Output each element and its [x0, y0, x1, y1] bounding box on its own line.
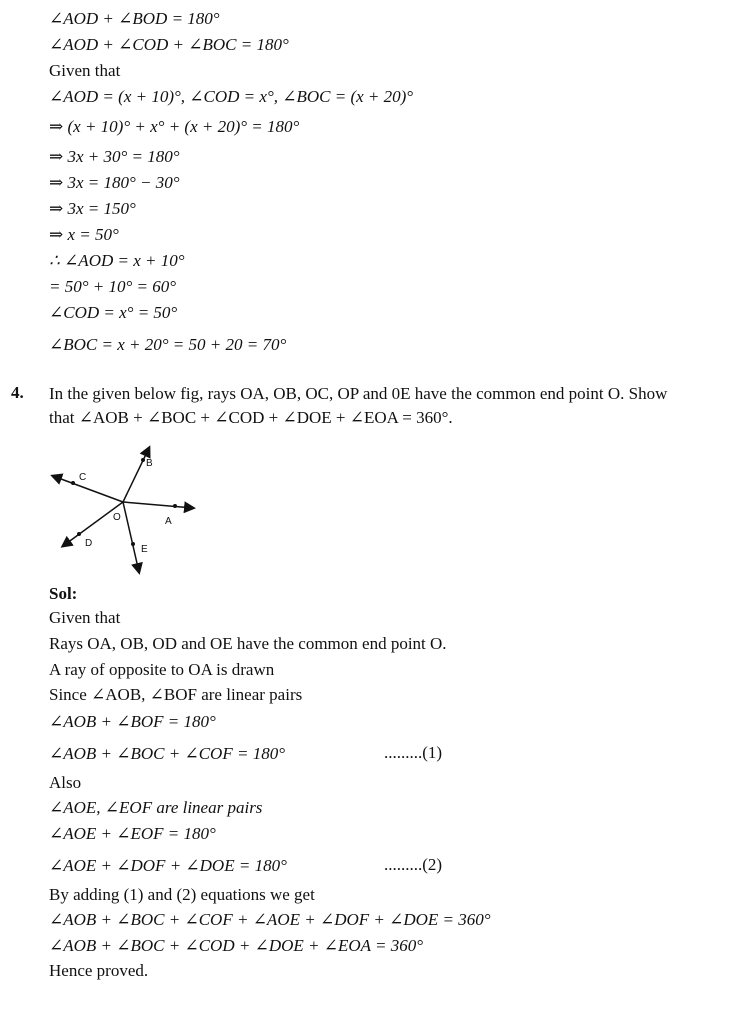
rays-figure [45, 440, 205, 580]
equation-line: ∠AOE, ∠EOF are linear pairs [49, 798, 263, 817]
point-D [77, 532, 81, 536]
equation-number: .........(1) [384, 743, 443, 762]
text-line: Given that [49, 608, 121, 627]
solution-heading: Sol: [49, 584, 78, 603]
equation-number: .........(2) [384, 855, 443, 874]
text-line: Since ∠AOB, ∠BOF are linear pairs [49, 685, 303, 704]
equation-line: ⇒ 3x = 180° − 30° [49, 173, 180, 192]
label-E: E [141, 544, 148, 555]
equation-line: ∴ ∠AOD = x + 10° [49, 251, 185, 270]
equation-line: ⇒ x = 50° [49, 225, 119, 244]
equation-line: ∠AOD = (x + 10)°, ∠COD = x°, ∠BOC = (x + 20)° [49, 87, 414, 106]
point-E [131, 542, 135, 546]
equation-line: ∠BOC = x + 20° = 50 + 20 = 70° [49, 335, 287, 354]
label-A: A [165, 516, 172, 527]
ray-OA [123, 502, 193, 508]
text-line: Rays OA, OB, OD and OE have the common end point O. [49, 634, 447, 653]
equation-line: ∠AOE + ∠EOF = 180° [49, 824, 216, 843]
equation-line: ∠AOB + ∠BOF = 180° [49, 712, 216, 731]
point-B [141, 458, 145, 462]
text-line: By adding (1) and (2) equations we get [49, 885, 315, 904]
text-line: Given that [49, 61, 121, 80]
label-D: D [85, 538, 93, 549]
equation-line: ∠AOE + ∠DOF + ∠DOE = 180° [49, 856, 287, 875]
ray-OC [53, 476, 123, 502]
question-number: 4. [11, 383, 24, 402]
equation-line: ∠AOB + ∠BOC + ∠COF = 180° [49, 744, 285, 763]
text-line: A ray of opposite to OA is drawn [49, 660, 275, 679]
ray-OD [63, 502, 123, 546]
ray-OB [123, 448, 149, 502]
equation-line: ∠AOB + ∠BOC + ∠COF + ∠AOE + ∠DOF + ∠DOE = 360° [49, 910, 491, 929]
equation-line: = 50° + 10° = 60° [49, 277, 177, 296]
text-line: Also [49, 773, 82, 792]
label-C: C [79, 472, 87, 483]
equation-line: ∠AOB + ∠BOC + ∠COD + ∠DOE + ∠EOA = 360° [49, 936, 423, 955]
equation-line: ⇒ 3x + 30° = 180° [49, 147, 180, 166]
point-C [71, 481, 75, 485]
point-A [173, 504, 177, 508]
equation-line: ⇒ (x + 10)° + x° + (x + 20)° = 180° [49, 117, 300, 136]
question-text: that ∠AOB + ∠BOC + ∠COD + ∠DOE + ∠EOA = 360°. [49, 408, 453, 427]
equation-line: ∠AOD + ∠COD + ∠BOC = 180° [49, 35, 289, 54]
text-line: Hence proved. [49, 961, 149, 980]
equation-line: ⇒ 3x = 150° [49, 199, 136, 218]
equation-line: ∠COD = x° = 50° [49, 303, 178, 322]
label-O: O [113, 512, 121, 523]
question-text: In the given below fig, rays OA, OB, OC, OP and 0E have the common end point O. Show [49, 384, 668, 403]
equation-line: ∠AOD + ∠BOD = 180° [49, 9, 220, 28]
ray-OE [123, 502, 139, 572]
label-B: B [146, 458, 153, 469]
